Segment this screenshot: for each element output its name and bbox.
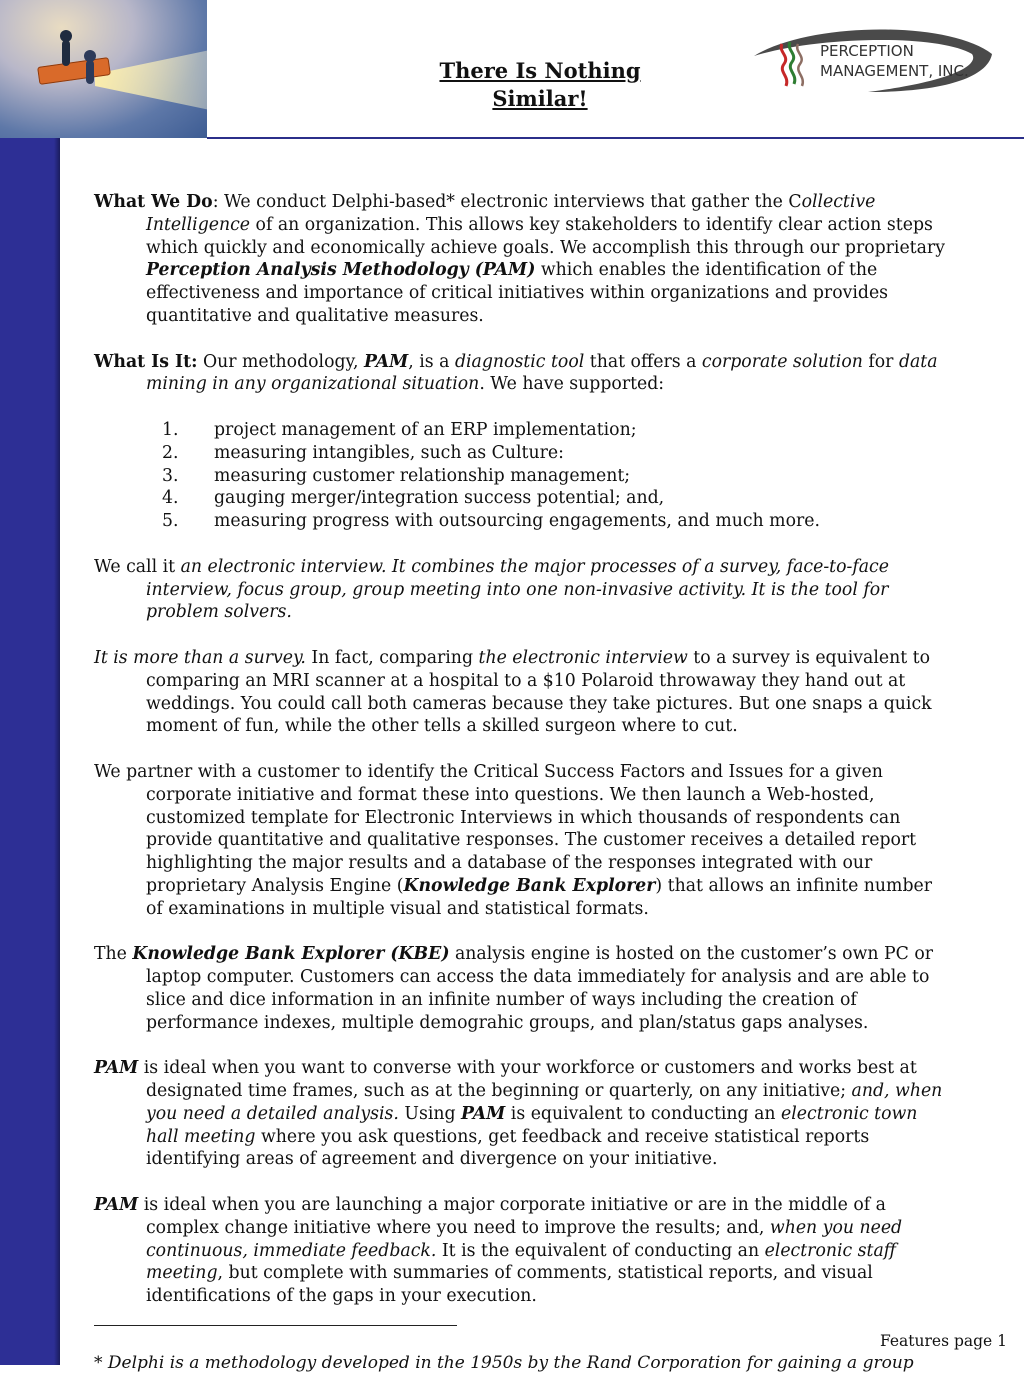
text: for <box>862 351 899 372</box>
paragraph-electronic-interview <box>94 556 954 624</box>
italic-text: diagnostic tool <box>454 351 585 372</box>
bold-italic-text: PAM <box>461 1103 506 1124</box>
list-text: measuring intangibles, such as Culture: <box>214 442 564 463</box>
text: which enables the identification of the effectiveness and importance of critical initiatives within organizations and provides quantitative and qualitative measures. <box>146 260 889 326</box>
list-text: gauging merger/integration success potential; and, <box>214 488 665 509</box>
text: . We have supported: <box>479 374 665 395</box>
text: We call it <box>94 556 181 577</box>
list-item <box>94 419 954 442</box>
italic-text: It is more than a survey. <box>94 647 306 668</box>
left-margin-bar <box>0 138 60 1365</box>
text: In fact, comparing <box>305 647 479 668</box>
paragraph-what-we-do <box>94 191 954 328</box>
document-body <box>94 191 954 1331</box>
list-item <box>94 487 954 510</box>
text: , is a <box>408 351 455 372</box>
list-item <box>94 510 954 533</box>
list-number: 5. <box>162 511 179 532</box>
paragraph-partner <box>94 761 954 921</box>
text: , but complete with summaries of comments, statistical reports, and visual identifications of the gaps in your execution. <box>146 1263 873 1307</box>
text: Using <box>398 1103 462 1124</box>
italic-text: when you need continuous, immediate feedback. <box>146 1217 903 1261</box>
italic-text: data mining in any organizational situation <box>146 351 938 395</box>
paragraph-kbe <box>94 943 954 1034</box>
list-number: 4. <box>162 488 179 509</box>
title-line-1: There Is Nothing <box>439 58 641 83</box>
page-number: Features page 1 <box>879 1332 1007 1350</box>
bold-italic-text: Knowledge Bank Explorer <box>403 875 656 896</box>
text: We partner with a customer to identify the Critical Success Factors and Issues for a given corporate initiative and format these into questions. We then launch a Web-hosted, customized template for Electronic Interviews in which thousands of respondents can provide quantitative and qualitative responses. The customer receives a detailed report highlighting the major results and a database of the responses integrated with our proprietary Analysis Engine ( <box>94 761 917 896</box>
list-text: measuring progress with outsourcing engagements, and much more. <box>214 511 820 532</box>
text: ) that allows an infinite number of examinations in multiple visual and statistical formats. <box>146 875 932 919</box>
lead-what-we-do: What We Do <box>94 192 213 212</box>
bold-italic-text: PAM <box>364 351 409 372</box>
italic-text: ollective Intelligence <box>146 192 876 235</box>
italic-text: an electronic interview. It combines the major processes of a survey, face-to-face interview, focus group, group meeting into one non-invasive activity. It is the tool for problem solvers. <box>146 556 889 623</box>
paragraph-pam-town-hall <box>94 1057 954 1171</box>
italic-text: electronic staff meeting <box>146 1240 897 1284</box>
paragraph-pam-staff-meeting <box>94 1194 954 1308</box>
text: where you ask questions, get feedback and receive statistical reports identifying areas of agreement and divergence on your initiative. <box>146 1126 870 1170</box>
text: to a survey is equivalent to comparing an MRI scanner at a hospital to a $10 Polaroid throwaway they hand out at weddings. You could call both cameras because they take pictures. But one snaps a quick moment of fun, while the other tells a skilled surgeon where to cut. <box>146 647 932 737</box>
list-number: 3. <box>162 465 179 486</box>
paragraph-what-is-it <box>94 351 954 397</box>
header-rule <box>207 137 1024 139</box>
supported-list <box>94 419 954 533</box>
title-line-2: Similar! <box>492 86 588 111</box>
bold-italic-text: Perception Analysis Methodology (PAM) <box>146 260 536 281</box>
page-title <box>390 57 690 113</box>
italic-text: and, when you need a detailed analysis. <box>146 1081 943 1124</box>
text: is equivalent to conducting an <box>505 1103 782 1124</box>
italic-text: corporate solution <box>701 351 863 372</box>
text: : We conduct Delphi-based* electronic interviews that gather the C <box>212 192 802 212</box>
text: analysis engine is hosted on the customer’s own PC or laptop computer. Customers can access the data immediately for analysis and are able to slice and dice information in an infinite number of ways including the creation of performance indexes, multiple demograhic groups, and plan/status gaps analyses. <box>146 944 933 1033</box>
list-text: project management of an ERP implementation; <box>214 419 637 440</box>
logo-text-line-2: MANAGEMENT, INC. <box>820 62 969 80</box>
list-text: measuring customer relationship management; <box>214 465 631 486</box>
paragraph-more-than-survey <box>94 647 954 738</box>
text: of an organization. This allows key stakeholders to identify clear action steps which quickly and economically achieve goals. We accomplish this through our proprietary <box>146 214 945 258</box>
header-illustration <box>0 0 207 138</box>
italic-text: electronic town hall meeting <box>146 1103 918 1147</box>
italic-text: the electronic interview <box>478 647 688 668</box>
text: is ideal when you are launching a major corporate initiative or are in the middle of a complex change initiative where you need to improve the results; and, <box>138 1195 886 1238</box>
text: is ideal when you want to converse with your workforce or customers and works best at designated time frames, such as at the beginning or quarterly, on any initiative; <box>138 1058 917 1102</box>
company-logo <box>748 26 994 94</box>
text: that offers a <box>584 351 702 372</box>
footnote: * Delphi is a methodology developed in the 1950s by the Rand Corporation for gaining a group <box>94 1353 914 1373</box>
bold-italic-text: PAM <box>94 1195 139 1216</box>
text: The <box>94 944 133 965</box>
bold-italic-text: PAM <box>94 1058 139 1079</box>
list-number: 1. <box>162 419 179 440</box>
list-item <box>94 442 954 465</box>
text: Our methodology, <box>197 351 365 372</box>
bold-italic-text: Knowledge Bank Explorer (KBE) <box>132 944 450 965</box>
text: It is the equivalent of conducting an <box>436 1240 765 1261</box>
lead-what-is-it: What Is It: <box>94 351 198 372</box>
figure-body <box>86 60 94 84</box>
list-number: 2. <box>162 442 179 463</box>
spotlight-beam <box>95 50 207 110</box>
logo-text-line-1: PERCEPTION <box>820 42 914 60</box>
figure-body <box>62 40 70 66</box>
footnote-rule <box>94 1325 457 1326</box>
list-item <box>94 465 954 488</box>
